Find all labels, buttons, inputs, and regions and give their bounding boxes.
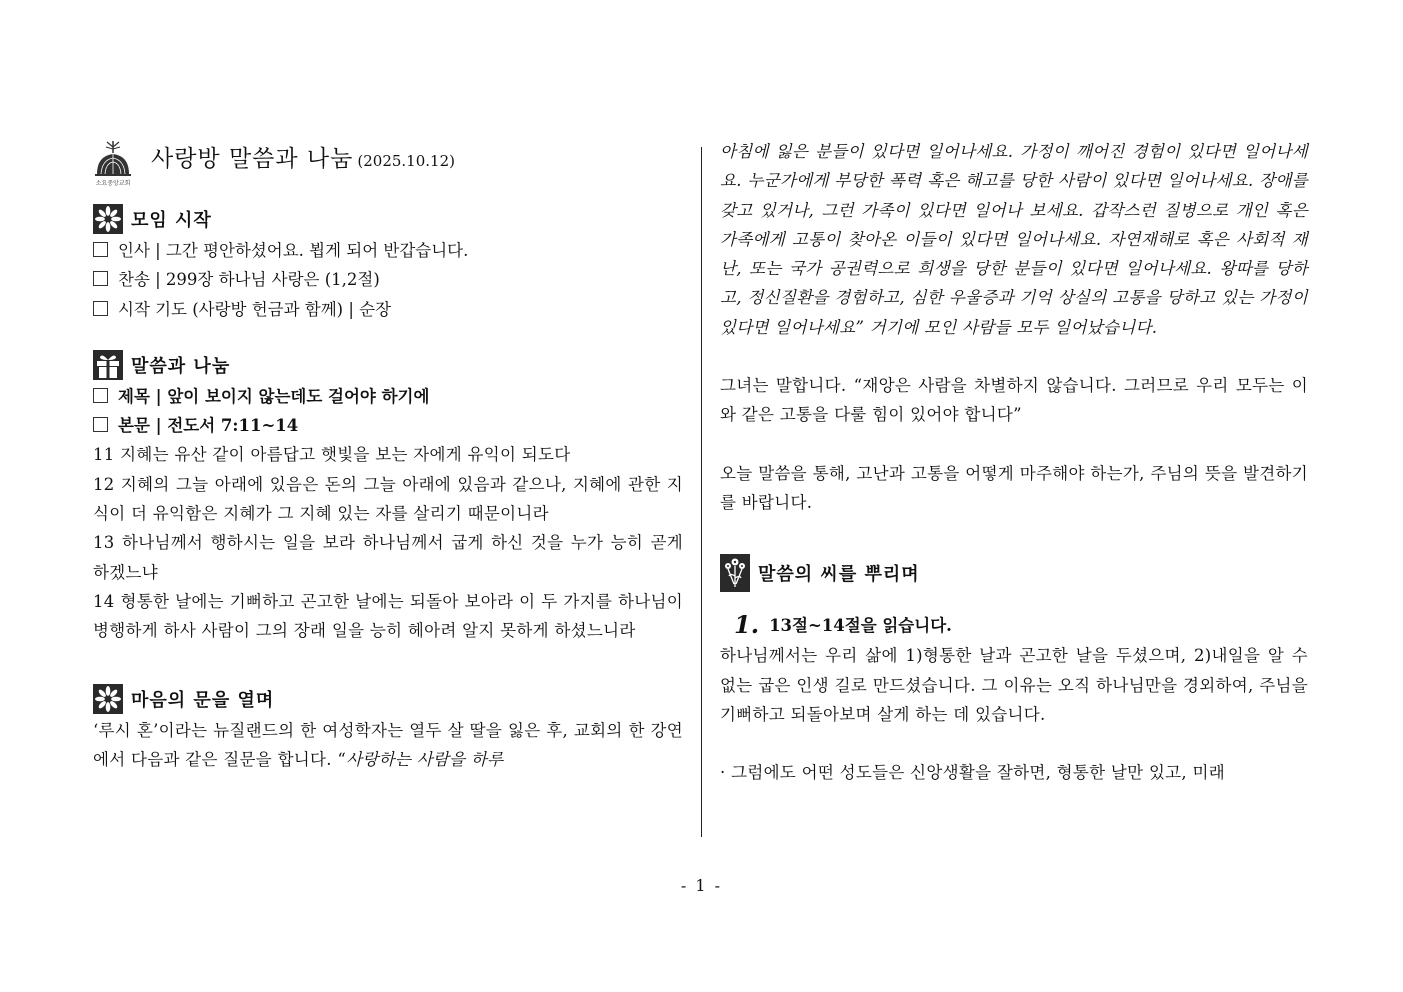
- section-opening-heading: [93, 202, 683, 236]
- checkbox: [93, 301, 108, 316]
- quote-paragraph: 아침에 잃은 분들이 있다면 일어나세요. 가정이 깨어진 경험이 있다면 일어나세요. 누군가에게 부당한 폭력 혹은 해고를 당한 사람이 있다면 일어나세요. 장애를 갖고 있거나, 그런 가족이 있다면 일어나 보세요. 갑작스런 질병으로 개인 혹은 가족에게 고통이 찾아온 이들이 있다면 일어나세요. 자연재해로 혹은 사회적 재난, 또는 국가 공권력으로 희생을 당한 분들이 있다면 일어나세요. 왕따를 당하고, 정신질환을 경험하고, 심한 우울증과 기억 상실의 고통을 당하고 있는 가정이 있다면 일어나세요” 거기에 모인 사람들 모두 일어났습니다.: [720, 142, 1308, 337]
- flower-icon: [93, 684, 123, 714]
- verse: 14 형통한 날에는 기뻐하고 곤고한 날에는 되돌아 보아라 이 두 가지를 하나님이 병행하게 하사 사람이 그의 장래 일을 능히 헤아려 알지 못하게 하셨느니라: [93, 591, 683, 641]
- paragraph: 그녀는 말합니다. “재앙은 사람을 차별하지 않습니다. 그러므로 우리 모두는 이와 같은 고통을 다룰 힘이 있어야 합니다”: [720, 376, 1308, 425]
- title-text: 사랑방 말씀과 나눔: [151, 146, 354, 172]
- sermon-text: 본문 | 전도서 7:11~14: [93, 411, 683, 440]
- section-seed-title: 말씀의 씨를 뿌리며: [758, 564, 920, 586]
- list-item: 시작 기도 (사랑방 헌금과 함께) | 순장: [93, 295, 683, 324]
- flower-icon: [93, 204, 123, 234]
- section-seed-heading: [720, 553, 1308, 593]
- paragraph: · 그럼에도 어떤 성도들은 신앙생활을 잘하면, 형통한 날만 있고, 미래: [720, 763, 1225, 783]
- section-heart-heading: [93, 682, 683, 716]
- section-opening-title: 모임 시작: [131, 210, 212, 231]
- verse: 12 지혜의 그늘 아래에 있음은 돈의 그늘 아래에 있음과 같으나, 지혜에 관한 지식이 더 유익함은 지혜가 그 지혜 있는 자를 살리기 때문이니라: [93, 474, 683, 524]
- checkbox: [93, 388, 108, 403]
- gift-icon: [93, 350, 123, 380]
- heart-intro: ‘루시 혼’이라는 뉴질랜드의 한 여성학자는 열두 살 딸을 잃은 후, 교회의 한 강연에서 다음과 같은 질문을 합니다. “사랑하는 사람을 하루: [93, 720, 683, 769]
- section-word-title: 말씀과 나눔: [131, 355, 231, 377]
- verse: 11 지혜는 유산 같이 아름답고 햇빛을 보는 자에게 유익이 되도다: [93, 445, 571, 465]
- checkbox: [93, 417, 108, 432]
- list-item: 인사 | 그간 평안하셨어요. 뵙게 되어 반갑습니다.: [93, 236, 683, 265]
- point-title: 13절~14절을 읽습니다.: [769, 616, 952, 636]
- page-title: [151, 140, 455, 173]
- point-heading: [720, 607, 1308, 641]
- sermon-title: 제목 | 앞이 보이지 않는데도 걸어야 하기에: [93, 382, 683, 411]
- title-row: [93, 136, 683, 194]
- title-date: (2025.10.12): [357, 152, 455, 170]
- list-item: 찬송 | 299장 하나님 사랑은 (1,2절): [93, 265, 683, 294]
- verse: 13 하나님께서 행하시는 일을 보라 하나님께서 굽게 하신 것을 누가 능히 곧게 하겠느냐: [93, 533, 683, 582]
- page-number: - 1 -: [680, 876, 723, 895]
- section-word-heading: [93, 348, 683, 382]
- column-divider: [701, 147, 702, 837]
- left-column: [93, 136, 683, 774]
- church-logo-icon: [93, 138, 133, 188]
- logo-caption: 소요중앙교회: [95, 180, 131, 187]
- paragraph: 하나님께서는 우리 삶에 1)형통한 날과 곤고한 날을 두셨으며, 2)내일을 알 수 없는 굽은 인생 길로 만드셨습니다. 그 이유는 오직 하나님만을 경외하여, 주님을 기뻐하고 되돌아보며 살게 하는 데 있습니다.: [720, 646, 1308, 724]
- checkbox: [93, 242, 108, 257]
- flower-bouquet-icon: [720, 554, 750, 592]
- section-heart-title: 마음의 문을 열며: [131, 689, 275, 711]
- right-column: [720, 137, 1308, 787]
- paragraph: 오늘 말씀을 통해, 고난과 고통을 어떻게 마주해야 하는가, 주님의 뜻을 발견하기를 바랍니다.: [720, 463, 1308, 512]
- checkbox: [93, 271, 108, 286]
- point-number: 1.: [734, 609, 760, 639]
